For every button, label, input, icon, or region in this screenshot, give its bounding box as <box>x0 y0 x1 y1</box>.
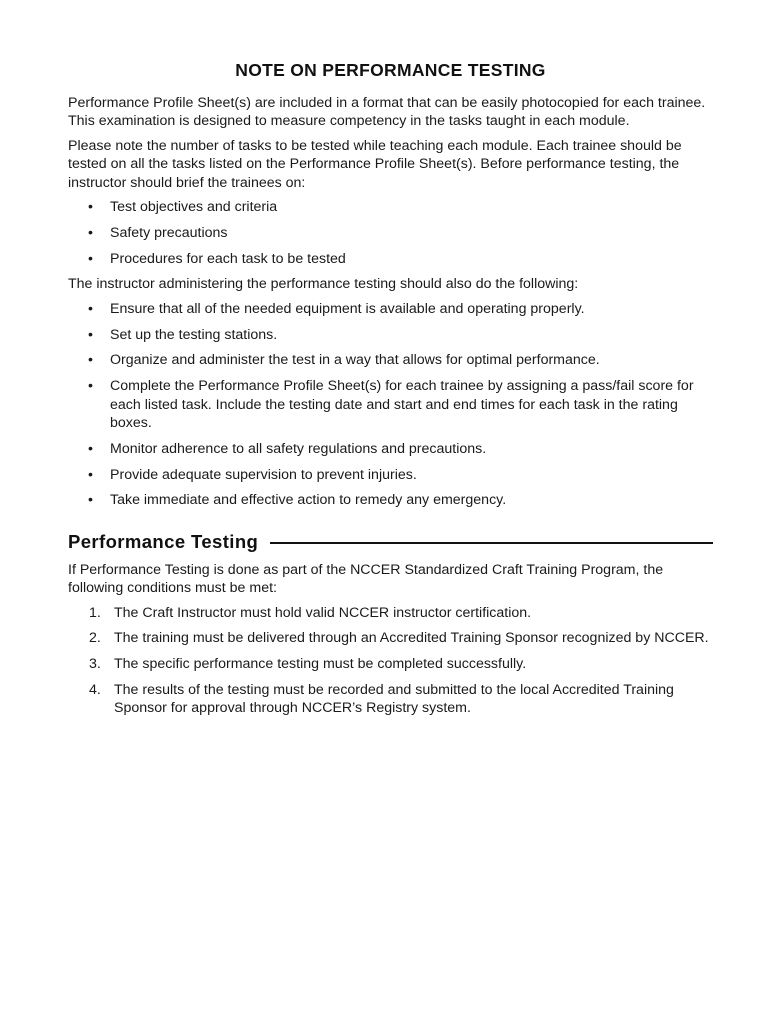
list-item: 4. The results of the testing must be recorded and submitted to the local Accredited Training Sponsor for approval through NCCER’s Registry system. <box>89 682 674 717</box>
list-item: • Procedures for each task to be tested <box>88 250 346 267</box>
bullet-icon: • <box>88 378 93 395</box>
document-page <box>68 60 713 725</box>
list-item: • Ensure that all of the needed equipment is available and operating properly. <box>88 300 585 317</box>
bullet-icon: • <box>88 199 93 216</box>
bullet-icon: • <box>88 492 93 509</box>
section-heading <box>68 531 713 553</box>
item-number: 2. <box>89 630 101 647</box>
list-item: • Organize and administer the test in a way that allows for optimal performance. <box>88 352 600 369</box>
instructor-list <box>68 300 713 510</box>
conditions-list <box>68 604 713 718</box>
bullet-icon: • <box>88 326 93 343</box>
item-number: 1. <box>89 604 101 621</box>
intro-paragraph-2: Please note the number of tasks to be tested while teaching each module. Each trainee should be tested on all the tasks listed on the Performance Profile Sheet(s). Before performance testing, the instructor should brief the trainees on: <box>68 137 682 191</box>
section-rule <box>270 542 713 545</box>
list-item: 3. The specific performance testing must be completed successfully. <box>89 656 527 673</box>
list-item: • Test objectives and criteria <box>88 199 278 216</box>
list-item: • Provide adequate supervision to prevent injuries. <box>88 466 417 483</box>
bullet-icon: • <box>88 352 93 369</box>
list-item: • Safety precautions <box>88 224 228 241</box>
list-item: 1. The Craft Instructor must hold valid NCCER instructor certification. <box>89 604 532 621</box>
list-item: • Set up the testing stations. <box>88 326 278 343</box>
section-heading-label: Performance Testing <box>68 530 259 552</box>
item-number: 4. <box>89 682 101 699</box>
bullet-icon: • <box>88 300 93 317</box>
bullet-icon: • <box>88 250 93 267</box>
section-intro: If Performance Testing is done as part of the NCCER Standardized Craft Training Program, the following conditions must be met: <box>68 561 664 597</box>
bullet-icon: • <box>88 440 93 457</box>
instructor-intro: The instructor administering the performance testing should also do the following: <box>68 276 579 293</box>
brief-list <box>68 198 713 268</box>
list-item: 2. The training must be delivered through an Accredited Training Sponsor recognized by NCCER. <box>89 630 709 647</box>
list-item: • Take immediate and effective action to remedy any emergency. <box>88 492 507 509</box>
bullet-icon: • <box>88 466 93 483</box>
list-item: • Monitor adherence to all safety regulations and precautions. <box>88 440 487 457</box>
page-title: NOTE ON PERFORMANCE TESTING <box>235 60 546 80</box>
bullet-icon: • <box>88 224 93 241</box>
intro-paragraph-1: Performance Profile Sheet(s) are included in a format that can be easily photocopied for each trainee. This examination is designed to measure competency in the tasks taught in each module. <box>68 95 706 130</box>
item-number: 3. <box>89 656 101 673</box>
list-item: • Complete the Performance Profile Sheet(s) for each trainee by assigning a pass/fail score for each listed task. Include the testing date and start and end times for each task in the rating boxes. <box>88 378 694 432</box>
